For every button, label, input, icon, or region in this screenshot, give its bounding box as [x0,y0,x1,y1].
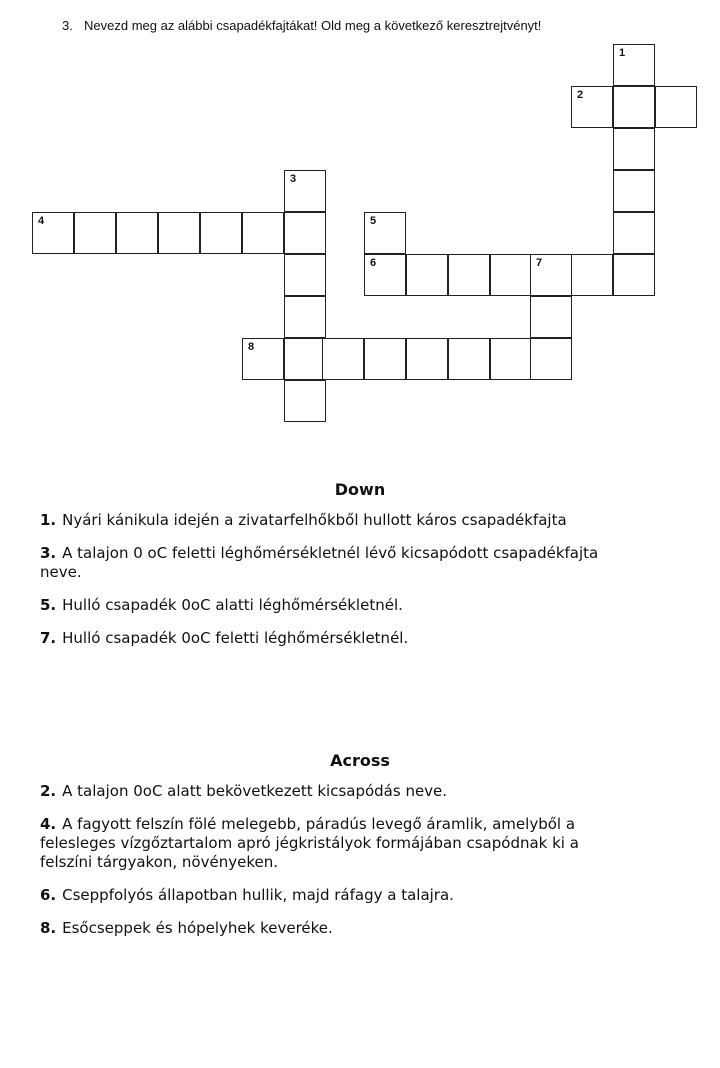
crossword-cell[interactable] [613,128,655,170]
crossword-cell[interactable] [490,338,532,380]
clue-text: Cseppfolyós állapotban hullik, majd ráfagy a talajra. [62,886,454,904]
crossword-cell[interactable] [613,254,655,296]
clue-item [40,544,600,582]
clue-label: 6. [40,886,57,904]
crossword-cell[interactable] [613,44,655,86]
crossword-cell[interactable] [448,338,490,380]
clue-text: A talajon 0oC alatt bekövetkezett kicsapódás neve. [62,782,448,800]
clue-item [40,782,600,801]
clue-item [40,919,600,938]
clue-number: 8 [248,341,255,353]
clue-item [40,629,600,648]
crossword-cell[interactable] [116,212,158,254]
crossword-cell[interactable] [613,86,655,128]
clue-text: A talajon 0 oC feletti léghőmérsékletnél lévő kicsapódott csapadékfajta neve. [40,544,599,581]
crossword-cell[interactable] [364,338,406,380]
instruction-text: Nevezd meg az alábbi csapadékfajtákat! Old meg a következő keresztrejtvényt! [84,18,542,33]
clue-label: 7. [40,629,57,647]
crossword-cell[interactable] [571,86,613,128]
crossword-cell[interactable] [284,212,326,254]
across-heading: Across [330,751,390,770]
clue-label: 3. [40,544,57,562]
clue-text: Hulló csapadék 0oC alatti léghőmérsékletnél. [62,596,403,614]
crossword-cell[interactable] [74,212,116,254]
crossword-cell[interactable] [322,338,364,380]
clue-number: 4 [38,215,45,227]
clue-number: 3 [290,173,297,185]
crossword-cell[interactable] [613,170,655,212]
crossword-cell[interactable] [530,254,572,296]
across-clue-list [40,782,600,952]
crossword-cell[interactable] [448,254,490,296]
clue-text: A fagyott felszín fölé melegebb, páradús levegő áramlik, amelyből a felesleges vízgőztartalom apró jégkristályok formájában csapódnak ki a felszíni tárgyakon, növényeken. [40,815,579,871]
crossword-cell[interactable] [284,254,326,296]
clue-item [40,886,600,905]
instruction [62,18,541,33]
clue-label: 1. [40,511,57,529]
crossword-cell[interactable] [655,86,697,128]
crossword-cell[interactable] [284,338,326,380]
clue-text: Nyári kánikula idején a zivatarfelhőkből hullott káros csapadékfajta [62,511,567,529]
clue-text: Esőcseppek és hópelyhek keveréke. [62,919,333,937]
crossword-cell[interactable] [364,254,406,296]
crossword-cell[interactable] [242,212,284,254]
clue-label: 2. [40,782,57,800]
crossword-cell[interactable] [406,338,448,380]
down-heading: Down [334,480,386,499]
clue-item [40,596,600,615]
clue-text: Hulló csapadék 0oC feletti léghőmérsékletnél. [62,629,409,647]
clue-label: 4. [40,815,57,833]
clue-label: 5. [40,596,57,614]
crossword-cell[interactable] [284,380,326,422]
clue-label: 8. [40,919,57,937]
crossword-cell[interactable] [571,254,613,296]
clue-number: 7 [536,257,543,269]
crossword-cell[interactable] [284,296,326,338]
crossword-cell[interactable] [242,338,284,380]
clue-item [40,815,600,872]
clue-number: 5 [370,215,377,227]
crossword-cell[interactable] [530,338,572,380]
clue-item [40,511,600,530]
clue-number: 2 [577,89,584,101]
crossword-cell[interactable] [32,212,74,254]
crossword-cell[interactable] [490,254,532,296]
clue-number: 6 [370,257,377,269]
crossword-cell[interactable] [200,212,242,254]
crossword-cell[interactable] [158,212,200,254]
crossword-cell[interactable] [406,254,448,296]
instruction-number: 3. [62,18,73,33]
crossword-cell[interactable] [364,212,406,254]
crossword-cell[interactable] [613,212,655,254]
clue-number: 1 [619,47,626,59]
down-clue-list [40,511,600,662]
crossword-cell[interactable] [284,170,326,212]
crossword-cell[interactable] [530,296,572,338]
